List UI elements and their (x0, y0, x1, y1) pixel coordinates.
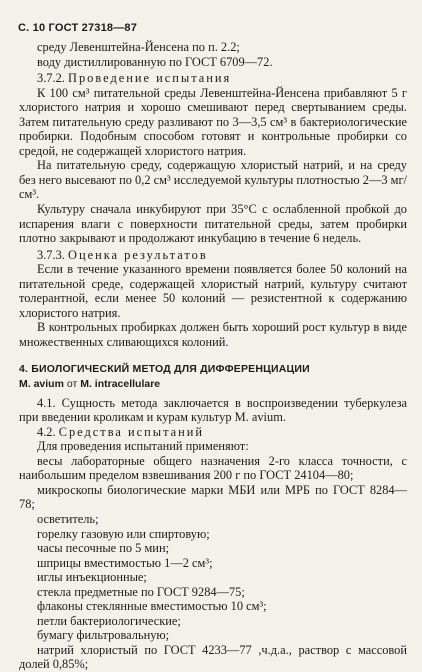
paragraph: К 100 см³ питательной среды Левенштейна-Йенсена прибавляют 5 г хлористого натрия и хорошо смешивают перед свертыванием среды. Затем питательную среду разливают по 3—3,5 см³ в бактериологические пробирки. Подобным способом готовят и контрольные пробирки со средой, не содержащей хлористого натрия. (19, 85, 407, 158)
list-item: горелку газовую или спиртовую; (37, 526, 210, 541)
list-item: часы песочные по 5 мин; (37, 541, 170, 556)
document-body (19, 40, 407, 672)
paragraph: В контрольных пробирках должен быть хороший рост культур в виде множественных сливающихся колоний. (19, 320, 407, 349)
subtitle-connector: от (66, 378, 78, 391)
list-item: флаконы стеклянные вместимостью 10 см³; (37, 599, 267, 614)
paragraph: 4.1. Сущность метода заключается в воспроизведении туберкулеза при введении кроликам и курам культур M. avium. (19, 395, 407, 425)
subsection-heading (19, 425, 407, 440)
subsection-number: 4.2. (37, 424, 56, 439)
list-item: иглы инъекционные; (37, 570, 147, 585)
subsection-heading (19, 71, 407, 86)
section-title: 4. БИОЛОГИЧЕСКИЙ МЕТОД ДЛЯ ДИФФЕРЕНЦИАЦИИ (19, 363, 310, 376)
list-item: шприцы вместимостью 1—2 см³; (37, 555, 213, 570)
paragraph: Если в течение указанного времени появляется более 50 колоний на питательной среде, содержащей хлористый натрий, культуру считают толерантной, если менее 50 колоний — резистентной к содержанию хлористого натрия. (19, 262, 407, 320)
paragraph: воду дистиллированную по ГОСТ 6709—72. (37, 54, 273, 69)
list-item: бумагу фильтровальную; (37, 628, 170, 643)
list-item: микроскопы биологические марки МБИ или МРБ по ГОСТ 8284—78; (19, 482, 407, 512)
subsection-heading (19, 248, 407, 263)
list-item: натрий хлористый по ГОСТ 4233—77 ,ч.д.а., раствор с массовой долей 0,85%; (19, 642, 407, 672)
section-subtitle (19, 377, 407, 392)
paragraph: Культуру сначала инкубируют при 35°С с ослабленной пробкой до испарения влаги с поверхности питательной среды, затем пробирки плотно закрывают и продолжают инкубацию в течение 6 недель. (19, 202, 407, 246)
subsection-number: 3.7.2. (37, 71, 65, 86)
paragraph: На питательную среду, содержащую хлористый натрий, и на среду без него высевают по 0,2 см³ исследуемой культуры плотностью 2—3 мг/см³. (19, 158, 407, 202)
list-item: весы лабораторные общего назначения 2-го класса точности, с наибольшим пределом взвешивания 200 г по ГОСТ 24104—80; (19, 453, 407, 483)
subsection-title: Проведение испытания (68, 71, 232, 86)
subsection-title: Оценка результатов (68, 247, 208, 262)
paragraph: среду Левенштейна-Йенсена по п. 2.2; (37, 40, 240, 54)
organism-b: M. intracellulare (80, 378, 161, 391)
organism-a: M. avium (19, 378, 64, 391)
paragraph: Для проведения испытаний применяют: (37, 439, 249, 454)
subsection-number: 3.7.3. (37, 247, 65, 262)
list-item: стекла предметные по ГОСТ 9284—75; (37, 584, 245, 599)
list-item: осветитель; (37, 511, 99, 526)
subsection-title: Средства испытаний (58, 424, 205, 439)
list-item: петли бактериологические; (37, 613, 181, 628)
page-header: С. 10 ГОСТ 27318—87 (18, 22, 138, 34)
